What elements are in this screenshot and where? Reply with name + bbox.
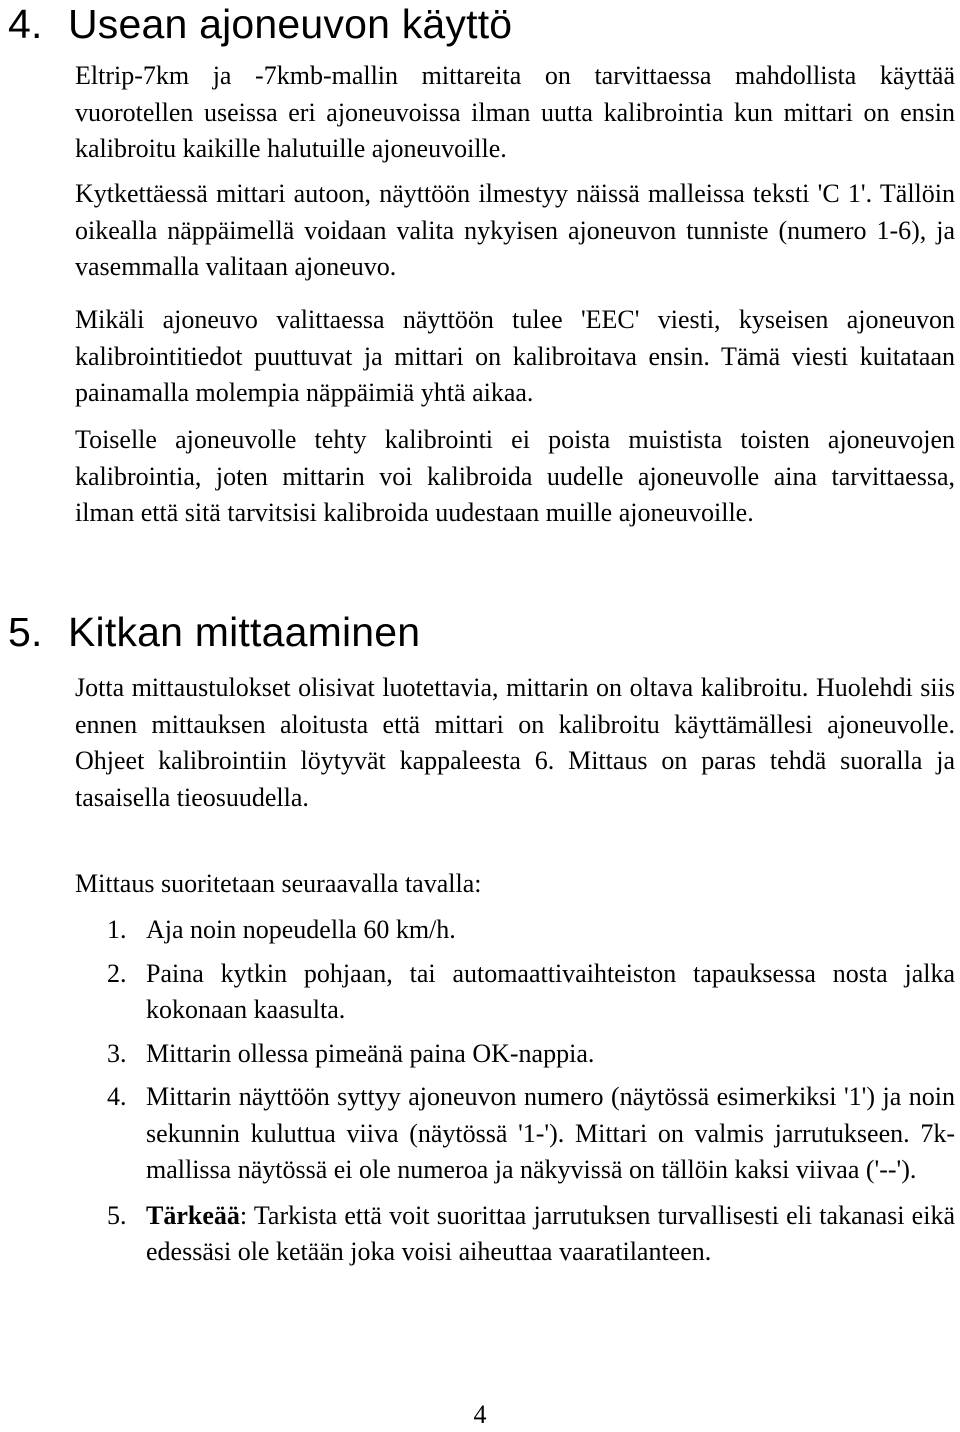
list-item-text: Mittarin näyttöön syttyy ajoneuvon numero (näytössä esimerkiksi '1') ja noin sekunnin kuluttua viiva (näytössä '1-'). Mittari on valmis jarrutukseen. 7k-mallissa näytössä ei ole numeroa ja näkyvissä on tällöin kaksi viivaa ('--').: [146, 1082, 955, 1184]
list-item-marker: 2.: [107, 958, 127, 988]
list-item-marker: 1.: [107, 915, 127, 944]
section-4-paragraph-4: Toiselle ajoneuvolle tehty kalibrointi ei poista muistista toisten ajoneuvojen kalibrointia, joten mittarin voi kalibroida uudelle ajoneuvolle aina tarvittaessa, ilman että sitä tarvitsisi kalibroida uudestaan muille ajoneuvoille.: [75, 425, 955, 527]
list-item: [75, 1036, 955, 1073]
section-4-title: Usean ajoneuvon käyttö: [68, 1, 513, 47]
list-item-marker: 3.: [107, 1038, 127, 1068]
list-item-text: Mittarin ollessa pimeänä paina OK-nappia.: [146, 1038, 595, 1068]
list-item: [75, 956, 955, 1029]
measurement-steps-list: [75, 912, 955, 1271]
section-4-paragraph-2: Kytkettäessä mittari autoon, näyttöön ilmestyy näissä malleissa teksti 'C 1'. Tällöin oikealla näppäimellä voidaan valita nykyisen ajoneuvon tunniste (numero 1-6), ja vasemmalla valitaan ajoneuvo.: [75, 179, 955, 281]
list-item-text: Aja noin nopeudella 60 km/h.: [146, 915, 456, 944]
important-label: Tärkeää: [146, 1200, 240, 1230]
section-4-paragraph-3: Mikäli ajoneuvo valittaessa näyttöön tulee 'EEC' viesti, kyseisen ajoneuvon kalibrointitiedot puuttuvat ja mittari on kalibroitava ensin. Tämä viesti kuitataan painamalla molempia näppäimiä yhtä aikaa.: [75, 305, 955, 407]
list-item-marker: 5.: [107, 1200, 127, 1230]
list-item: [75, 1079, 955, 1189]
section-4-paragraph-1: Eltrip-7km ja -7kmb-mallin mittareita on tarvittaessa mahdollista käyttää vuorotellen useissa eri ajoneuvoissa ilman uutta kalibrointia kun mittari on ensin kalibroitu kaikille halutuille ajoneuvoille.: [75, 61, 955, 163]
list-item-marker: 4.: [107, 1082, 127, 1111]
list-item-text: Paina kytkin pohjaan, tai automaattivaihteiston tapauksessa nosta jalka kokonaan kaasulta.: [146, 958, 955, 1024]
list-item: [75, 1198, 955, 1271]
section-5-paragraph-1: Jotta mittaustulokset olisivat luotettavia, mittarin on oltava kalibroitu. Huolehdi siis ennen mittauksen aloitusta että mittari on kalibroitu käyttämällesi ajoneuvolle. Ohjeet kalibrointiin löytyvät kappaleesta 6. Mittaus on paras tehdä suoralla ja tasaisella tieosuudella.: [75, 673, 955, 812]
section-5-paragraph-2: Mittaus suoritetaan seuraavalla tavalla:: [75, 869, 482, 898]
section-5-title: Kitkan mittaaminen: [68, 609, 421, 655]
section-5-heading: [8, 610, 420, 654]
section-5-number: 5.: [8, 609, 43, 655]
list-item: [75, 912, 955, 949]
section-4-number: 4.: [8, 1, 43, 47]
list-item-text: : Tarkista että voit suorittaa jarrutuksen turvallisesti eli takanasi eikä edessäsi ole ketään joka voisi aiheuttaa vaaratilanteen.: [146, 1200, 955, 1266]
page-number: 4: [473, 1400, 487, 1429]
section-4-heading: [8, 2, 512, 46]
